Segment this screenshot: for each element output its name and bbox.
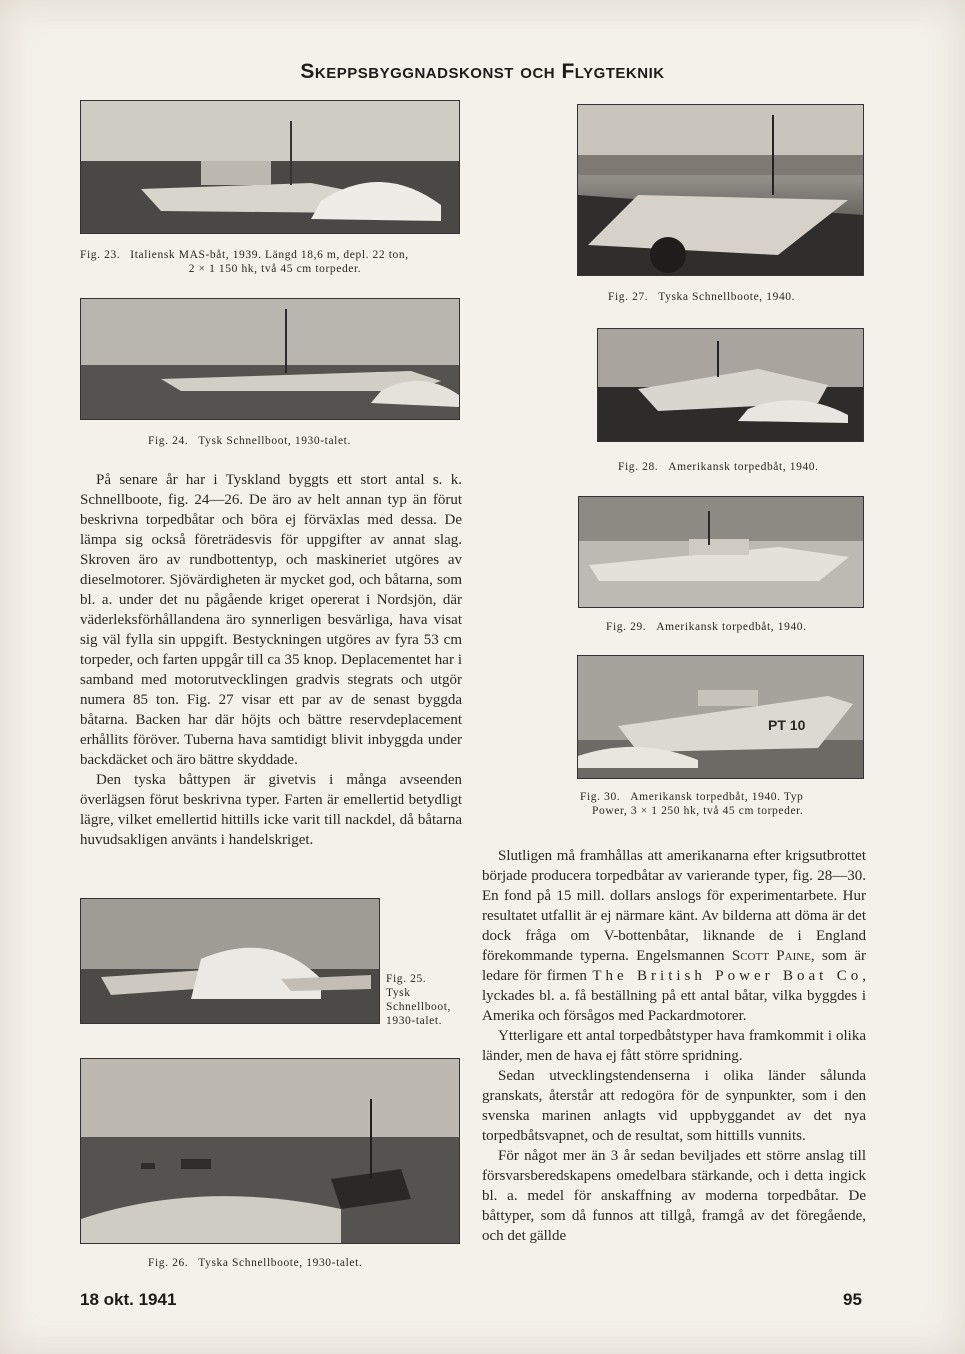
caption-fig-27 [608, 290, 868, 304]
photo-fig-23 [80, 100, 460, 234]
right-paragraph-1c: , lyckades bl. a. få beställning på ett antal båtar, vilka byggdes i Amerika och försågos med Packardmotorer. [482, 968, 867, 1024]
caption-fig-25 [386, 972, 466, 1028]
right-paragraph-4: För något mer än 3 år sedan beviljades ett större anslag till försvarsberedskapens omedelbara stärkande, och i detta ingick bl. a. medel för anskaffning av moderna torpedbåtar. De båttyper, som då funnos att tillgå, framgå av det föregående, och det gällde [482, 1148, 866, 1244]
caption-fig-29-number: Fig. 29. [606, 621, 647, 633]
caption-fig-25-line3: 1930-talet. [386, 1015, 443, 1027]
hull-number-pt10: PT 10 [768, 717, 806, 733]
right-paragraph-1 [482, 846, 866, 1026]
photo-fig-28 [597, 328, 864, 442]
photo-fig-29 [578, 496, 864, 608]
caption-fig-24-number: Fig. 24. [148, 435, 189, 447]
caption-fig-24-text: Tysk Schnellboot, 1930-talet. [198, 435, 351, 447]
caption-fig-28 [618, 460, 878, 474]
caption-fig-30-line1: Amerikansk torpedbåt, 1940. Typ [630, 791, 804, 803]
caption-fig-28-number: Fig. 28. [618, 461, 659, 473]
caption-fig-26 [148, 1256, 478, 1270]
right-paragraph-3: Sedan utvecklingstendenserna i olika länder sålunda granskats, återstår att redogöra för de synpunkter, som i den svenska marinen anlagts vid uppbyggandet av det nya torpedbåtsvapnet, och de resultat, som hittills vunnits. [482, 1068, 866, 1144]
firm-name: The British Power Boat Co [592, 968, 863, 984]
caption-fig-23-line1: Italiensk MAS-båt, 1939. Längd 18,6 m, depl. 22 ton, [130, 249, 409, 261]
photo-fig-27 [577, 104, 864, 276]
caption-fig-23-number: Fig. 23. [80, 249, 121, 261]
caption-fig-26-text: Tyska Schnellboote, 1930-talet. [198, 1257, 363, 1269]
caption-fig-29-text: Amerikansk torpedbåt, 1940. [656, 621, 807, 633]
page-title: Skeppsbyggnadskonst och Flygteknik [300, 60, 665, 83]
caption-fig-25-line1: Tysk [386, 987, 411, 999]
caption-fig-25-line2: Schnellboot, [386, 1001, 452, 1013]
caption-fig-23 [80, 248, 470, 276]
caption-fig-26-number: Fig. 26. [148, 1257, 189, 1269]
right-paragraph-1b: , som är ledare för firmen [482, 948, 866, 984]
caption-fig-30-line2: Power, 3 × 1 250 hk, två 45 cm torpeder. [592, 805, 804, 817]
caption-fig-23-line2: 2 × 1 150 hk, två 45 cm torpeder. [188, 263, 362, 275]
caption-fig-29 [606, 620, 876, 634]
page-number: 95 [843, 1290, 862, 1309]
caption-fig-25-number: Fig. 25. [386, 973, 427, 985]
right-paragraph-2: Ytterligare ett antal torpedbåtstyper hava framkommit i olika länder, men de hava ej fått större spridning. [482, 1028, 866, 1064]
photo-fig-26 [80, 1058, 460, 1244]
left-paragraph-2: Den tyska båttypen är givetvis i många avseenden överlägsen förut beskrivna typer. Farten är emellertid betydligt lägre, vilket emellertid hittills icke varit till nackdel, då båtarna huvudsakligen använts i handelskriget. [80, 772, 462, 848]
right-paragraph-1a: Slutligen må framhållas att amerikanarna efter krigsutbrottet började producera torpedbåtar av varierande typer, fig. 28—30. En fond på 15 mill. dollars anslogs för experimentarbete. Hur resultatet utfallit är ej närmare känt. Av bilderna att döma är det dock fråga om V-bottenbåtar, liknande de i England förekommande typerna. Engelsmannen [482, 848, 866, 964]
photo-fig-24 [80, 298, 460, 420]
left-paragraph-1: På senare år har i Tyskland byggts ett stort antal s. k. Schnellboote, fig. 24—26. De äro av helt annan typ än förut beskrivna torpedbåtar och böra ej förväxlas med dessa. De lämpa sig också företrädesvis för uppgifter av annat slag. Skroven äro av rundbottentyp, och maskineriet utgöres av dieselmotorer. Sjövärdigheten är mycket god, och båtarna, som bl. a. under det nu pågående kriget opererat i Nordsjön, där väderleksförhållandena äro synnerligen besvärliga, hava visat sig väl fylla sin uppgift. Bestyckningen utgöres av fyra 53 cm torpeder, och farten uppgår till ca 35 knop. Deplacementet har i samband med motorutvecklingen gradvis stegrats och utgör numera 85 ton. Fig. 27 visar ett par av de senast byggda båtarna. Backen har där höjts och bättre reservdeplacement erhållits föröver. Tuberna hava samtidigt blivit inbyggda under backdäcket och äro bättre skyddade. [80, 472, 462, 768]
photo-fig-30 [577, 655, 864, 779]
footer-date: 18 okt. 1941 [80, 1290, 177, 1309]
caption-fig-30-number: Fig. 30. [580, 791, 621, 803]
caption-fig-28-text: Amerikansk torpedbåt, 1940. [668, 461, 819, 473]
caption-fig-30 [580, 790, 880, 818]
left-column-text [80, 470, 462, 850]
caption-fig-24 [148, 434, 478, 448]
photo-fig-25 [80, 898, 380, 1024]
right-column-text [482, 846, 866, 1246]
caption-fig-27-number: Fig. 27. [608, 291, 649, 303]
caption-fig-27-text: Tyska Schnellboote, 1940. [658, 291, 796, 303]
person-name: Scott Paine [731, 948, 811, 964]
